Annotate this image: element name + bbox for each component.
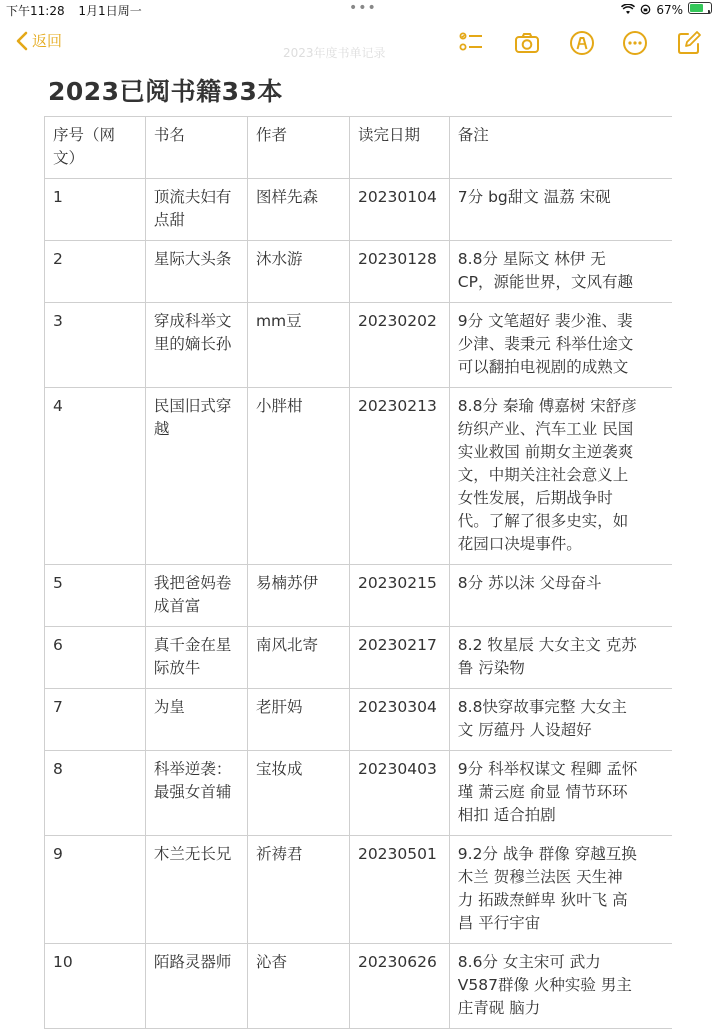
cell-book-title[interactable]: 科举逆袭： 最强女首辅 <box>145 751 247 836</box>
more-button[interactable] <box>622 30 648 56</box>
cell-note[interactable]: 9分 文笔超好 裴少淮、裴 少津、裴秉元 科举仕途文 可以翻拍电视剧的成熟文 <box>449 303 672 388</box>
cell-book-title[interactable]: 真千金在星 际放牛 <box>145 627 247 689</box>
cell-finish-date[interactable]: 20230501 <box>349 836 449 944</box>
header-author[interactable]: 作者 <box>247 117 349 179</box>
cell-note[interactable]: 9.2分 战争 群像 穿越互换 木兰 贺穆兰法医 天生神 力 拓跋焘鲜卑 狄叶飞 高 昌 平行宇宙 <box>449 836 672 944</box>
cell-finish-date[interactable]: 20230215 <box>349 565 449 627</box>
cell-number[interactable]: 7 <box>45 689 146 751</box>
cell-author[interactable]: 沐水游 <box>247 241 349 303</box>
cell-book-title[interactable]: 我把爸妈卷 成首富 <box>145 565 247 627</box>
cell-book-title[interactable]: 星际大头条 <box>145 241 247 303</box>
header-number[interactable]: 序号（网 文） <box>45 117 146 179</box>
header-date[interactable]: 读完日期 <box>349 117 449 179</box>
cell-finish-date[interactable]: 20230403 <box>349 751 449 836</box>
cell-number[interactable]: 10 <box>45 944 146 1029</box>
lock-rotation-icon <box>640 4 651 15</box>
table-row[interactable] <box>45 388 673 565</box>
cell-author[interactable]: mm豆 <box>247 303 349 388</box>
table-row[interactable] <box>45 627 673 689</box>
cell-finish-date[interactable]: 20230217 <box>349 627 449 689</box>
cell-note[interactable]: 8.2 牧星辰 大女主文 克苏 鲁 污染物 <box>449 627 672 689</box>
ghost-title: 2023年度书单记录 <box>283 46 386 60</box>
more-icon <box>622 30 648 56</box>
books-table[interactable] <box>44 116 672 1029</box>
cell-author[interactable]: 祈祷君 <box>247 836 349 944</box>
cell-book-title[interactable]: 穿成科举文 里的嫡长孙 <box>145 303 247 388</box>
cell-number[interactable]: 4 <box>45 388 146 565</box>
cell-note[interactable]: 8.8分 星际文 林伊 无 CP，源能世界，文风有趣 <box>449 241 672 303</box>
wifi-icon <box>621 4 635 15</box>
checklist-button[interactable] <box>458 30 484 56</box>
chevron-left-icon <box>16 31 28 51</box>
status-bar <box>0 0 720 20</box>
table-row[interactable] <box>45 303 673 388</box>
cell-book-title[interactable]: 顶流夫妇有 点甜 <box>145 179 247 241</box>
cell-note[interactable]: 8分 苏以沫 父母奋斗 <box>449 565 672 627</box>
cell-note[interactable]: 8.6分 女主宋可 武力 V587群像 火种实验 男主 庄青砚 脑力 <box>449 944 672 1029</box>
cell-book-title[interactable]: 木兰无长兄 <box>145 836 247 944</box>
cell-number[interactable]: 8 <box>45 751 146 836</box>
cell-note[interactable]: 7分 bg甜文 温荔 宋砚 <box>449 179 672 241</box>
cell-author[interactable]: 宝妆成 <box>247 751 349 836</box>
checklist-icon <box>458 30 484 56</box>
status-date: 1月1日周一 <box>78 4 142 18</box>
cell-author[interactable]: 沁杳 <box>247 944 349 1029</box>
camera-button[interactable] <box>514 30 540 56</box>
compose-button[interactable] <box>676 30 702 56</box>
cell-finish-date[interactable]: 20230202 <box>349 303 449 388</box>
cell-author[interactable]: 图样先森 <box>247 179 349 241</box>
compose-icon <box>676 30 702 56</box>
cell-finish-date[interactable]: 20230104 <box>349 179 449 241</box>
cell-finish-date[interactable]: 20230626 <box>349 944 449 1029</box>
cell-note[interactable]: 9分 科举权谋文 程卿 孟怀 瑾 萧云庭 俞显 情节环环 相扣 适合拍剧 <box>449 751 672 836</box>
cell-number[interactable]: 9 <box>45 836 146 944</box>
cell-finish-date[interactable]: 20230213 <box>349 388 449 565</box>
cell-finish-date[interactable]: 20230128 <box>349 241 449 303</box>
cell-author[interactable]: 老肝妈 <box>247 689 349 751</box>
markup-button[interactable] <box>569 30 595 56</box>
table-row[interactable] <box>45 751 673 836</box>
cell-book-title[interactable]: 为皇 <box>145 689 247 751</box>
camera-icon <box>514 30 540 56</box>
multitasking-dots-icon[interactable]: ••• <box>349 0 377 16</box>
cell-author[interactable]: 易楠苏伊 <box>247 565 349 627</box>
cell-number[interactable]: 3 <box>45 303 146 388</box>
status-time: 下午11:28 <box>6 4 65 18</box>
cell-note[interactable]: 8.8分 秦瑜 傅嘉树 宋舒彦 纺织产业、汽车工业 民国 实业救国 前期女主逆袭爽 文，中期关注社会意义上 女性发展，后期战争时 代。了解了很多史实，如 花园口决堤事件。 <box>449 388 672 565</box>
cell-author[interactable]: 小胖柑 <box>247 388 349 565</box>
table-row[interactable] <box>45 565 673 627</box>
pen-markup-icon <box>569 30 595 56</box>
battery-icon <box>688 2 712 17</box>
cell-number[interactable]: 2 <box>45 241 146 303</box>
back-label: 返回 <box>32 32 63 50</box>
cell-number[interactable]: 1 <box>45 179 146 241</box>
cell-finish-date[interactable]: 20230304 <box>349 689 449 751</box>
cell-book-title[interactable]: 陌路灵器师 <box>145 944 247 1029</box>
table-row[interactable] <box>45 179 673 241</box>
header-note[interactable]: 备注 <box>449 117 672 179</box>
cell-number[interactable]: 5 <box>45 565 146 627</box>
page-title[interactable]: 2023已阅书籍33本 <box>48 77 283 106</box>
table-header-row <box>45 117 673 179</box>
cell-book-title[interactable]: 民国旧式穿 越 <box>145 388 247 565</box>
table-row[interactable] <box>45 836 673 944</box>
back-button[interactable] <box>16 30 62 51</box>
table-row[interactable] <box>45 241 673 303</box>
cell-note[interactable]: 8.8快穿故事完整 大女主 文 厉蕴丹 人设超好 <box>449 689 672 751</box>
header-title[interactable]: 书名 <box>145 117 247 179</box>
table-row[interactable] <box>45 689 673 751</box>
battery-percent: 67% <box>656 2 683 17</box>
cell-number[interactable]: 6 <box>45 627 146 689</box>
cell-author[interactable]: 南风北寄 <box>247 627 349 689</box>
table-row[interactable] <box>45 944 673 1029</box>
